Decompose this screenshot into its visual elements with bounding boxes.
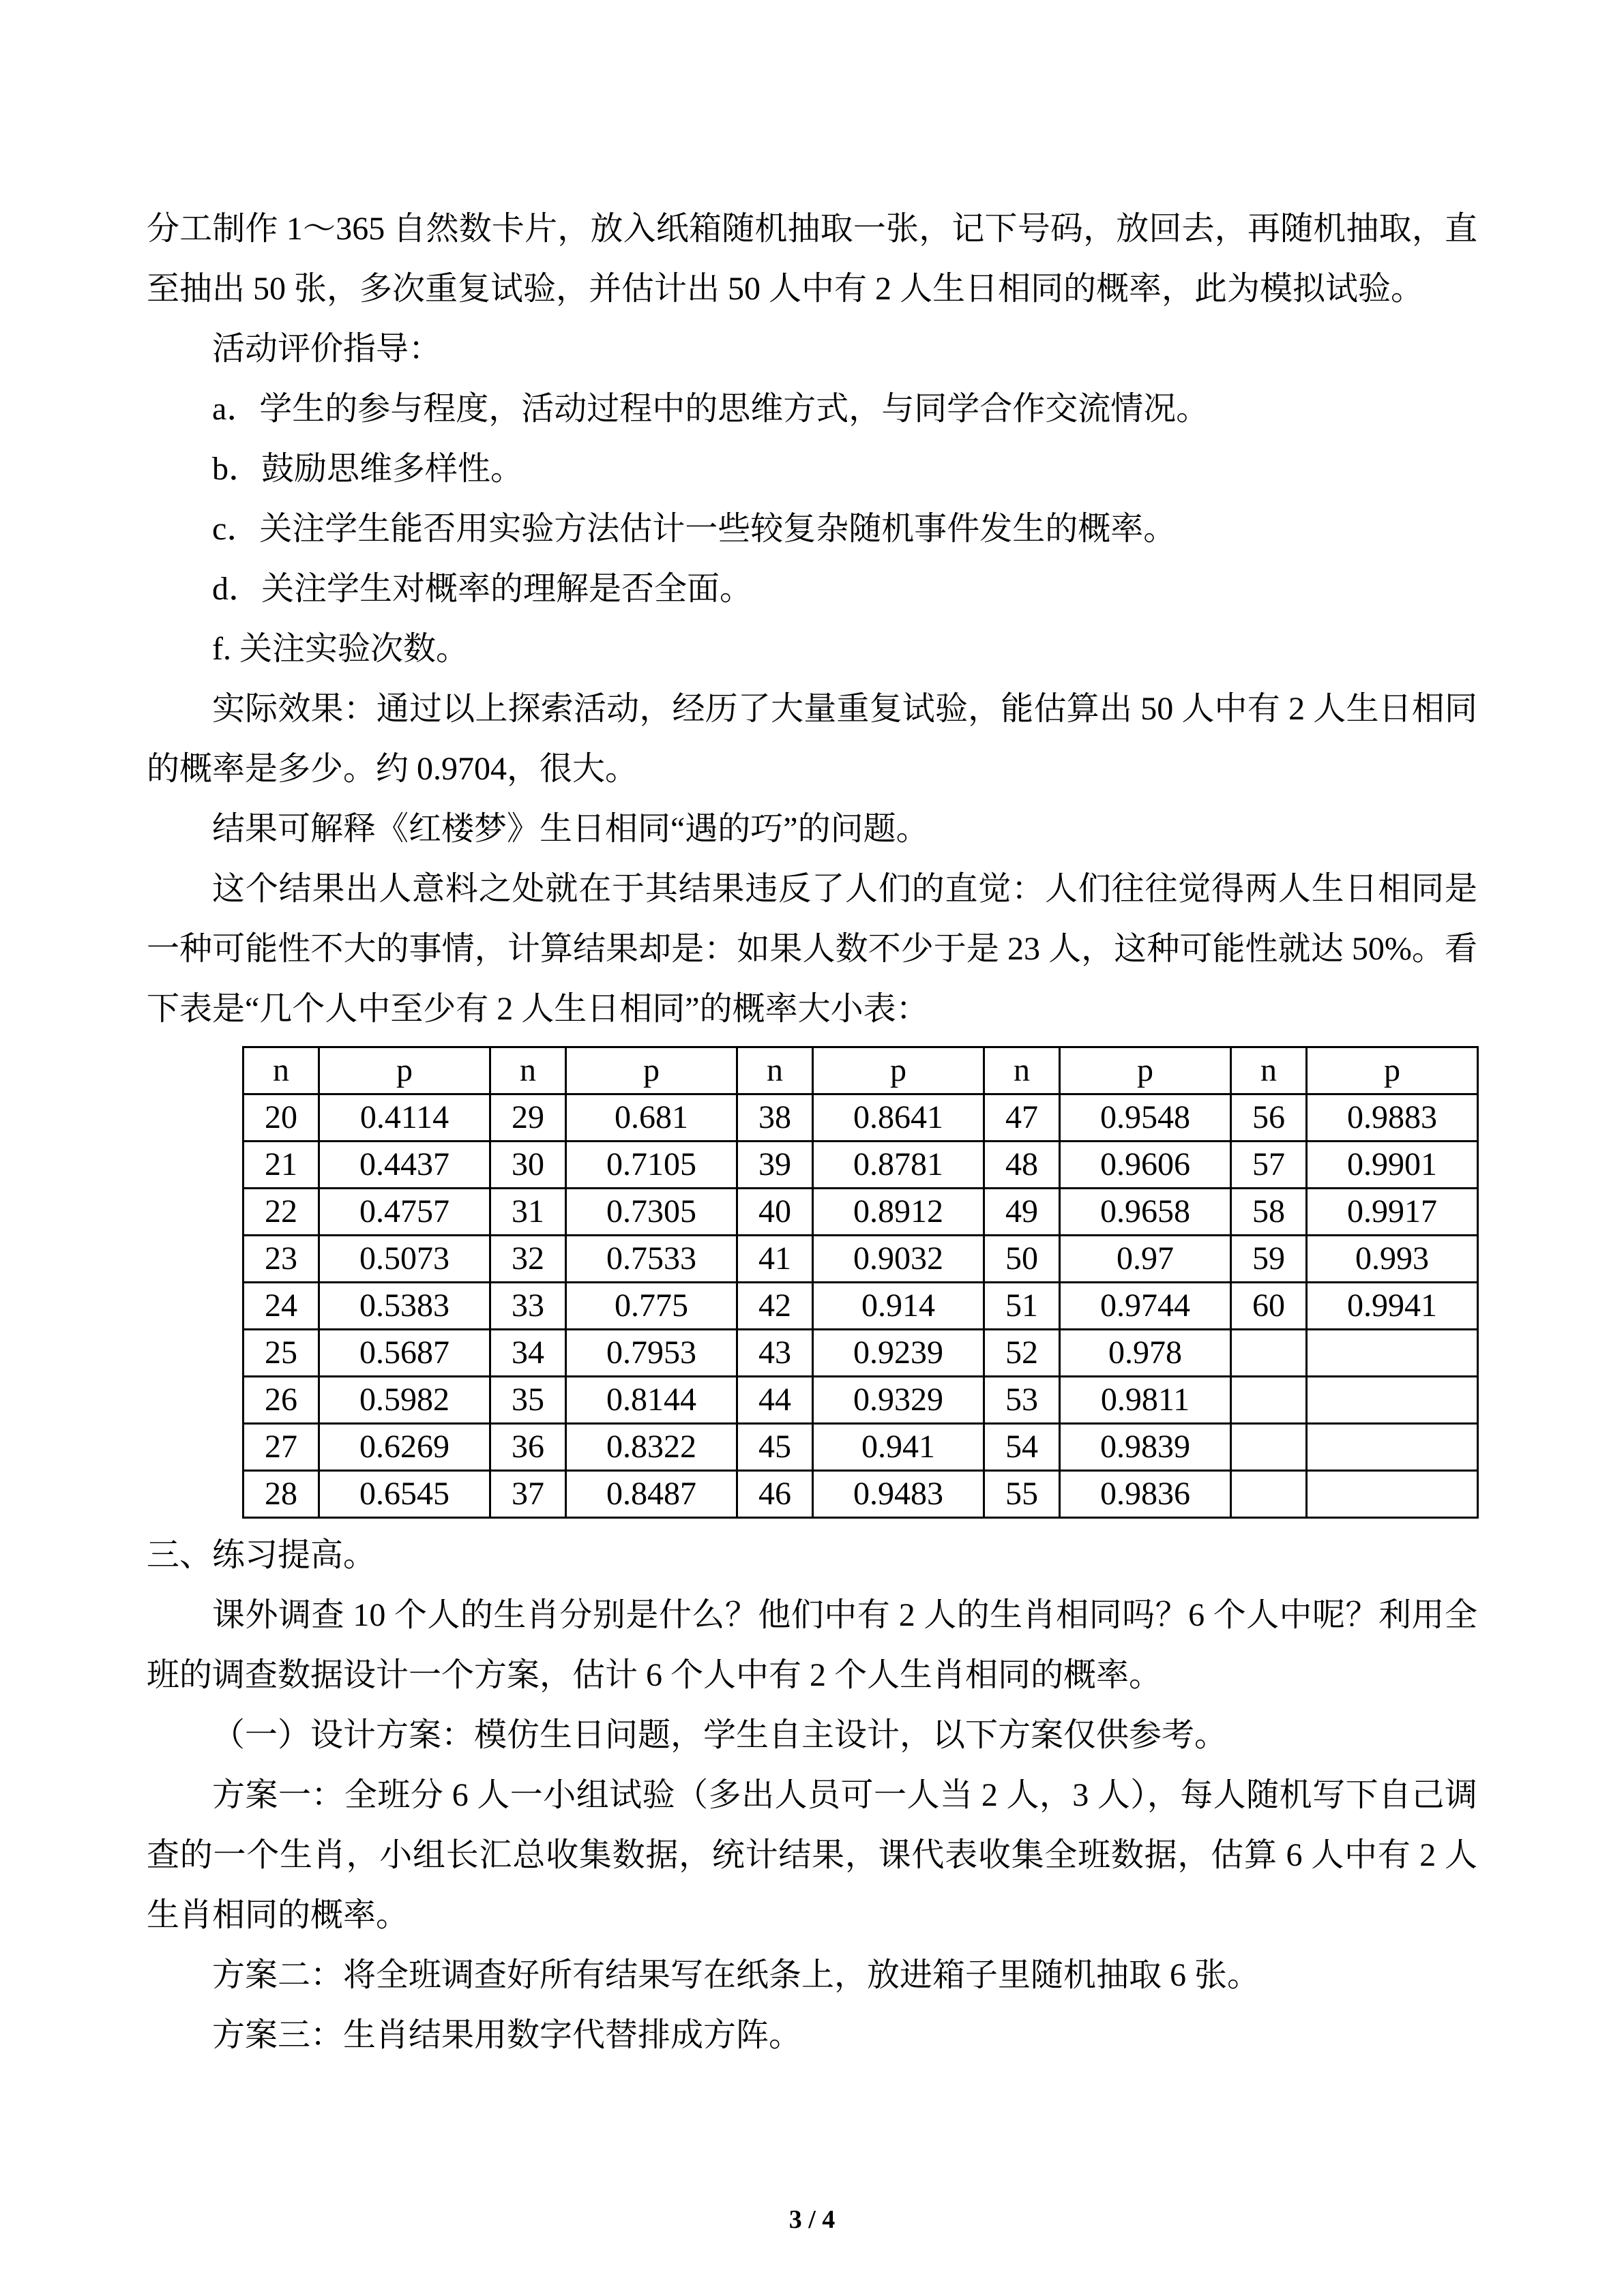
table-cell	[1231, 1424, 1307, 1471]
table-cell: 0.9606	[1060, 1142, 1231, 1189]
table-cell: 0.7953	[566, 1330, 737, 1377]
table-cell: 20	[243, 1094, 319, 1142]
table-cell: 22	[243, 1189, 319, 1236]
table-header-cell: n	[984, 1047, 1060, 1094]
table-cell: 0.7533	[566, 1236, 737, 1283]
table-cell: 43	[737, 1330, 813, 1377]
table-row	[243, 1377, 1478, 1424]
paragraph-design-plan: （一）设计方案：模仿生日问题，学生自主设计，以下方案仅供参考。	[212, 1717, 1228, 1753]
table-header-cell: n	[490, 1047, 566, 1094]
table-cell: 0.9917	[1307, 1189, 1478, 1236]
table-cell: 31	[490, 1189, 566, 1236]
table-cell: 0.9658	[1060, 1189, 1231, 1236]
table-header-cell: n	[737, 1047, 813, 1094]
table-cell: 58	[1231, 1189, 1307, 1236]
table-cell: 0.775	[566, 1283, 737, 1330]
table-row	[243, 1189, 1478, 1236]
table-cell: 0.8322	[566, 1424, 737, 1471]
table-header-cell: n	[243, 1047, 319, 1094]
table-cell: 0.8641	[813, 1094, 984, 1142]
list-item-d: d．关注学生对概率的理解是否全面。	[212, 571, 753, 607]
table-cell: 44	[737, 1377, 813, 1424]
table-cell: 50	[984, 1236, 1060, 1283]
paragraph-simulation-continuation: 分工制作 1～365 自然数卡片，放入纸箱随机抽取一张，记下号码，放回去，再随机抽取，直至抽出 50 张，多次重复试验，并估计出 50 人中有 2 人生日相同的概率，此为模拟试验。	[147, 211, 1477, 307]
table-cell: 0.7305	[566, 1189, 737, 1236]
paragraph-plan-three: 方案三：生肖结果用数字代替排成方阵。	[212, 2017, 802, 2053]
table-cell: 48	[984, 1142, 1060, 1189]
table-cell: 37	[490, 1471, 566, 1518]
table-cell: 0.9548	[1060, 1094, 1231, 1142]
table-cell: 0.9744	[1060, 1283, 1231, 1330]
table-header-cell: p	[813, 1047, 984, 1094]
table-cell: 0.9811	[1060, 1377, 1231, 1424]
table-cell: 54	[984, 1424, 1060, 1471]
table-row	[243, 1330, 1478, 1377]
table-cell: 0.914	[813, 1283, 984, 1330]
table-cell: 0.4757	[319, 1189, 490, 1236]
paragraph-plan-one: 方案一：全班分 6 人一小组试验（多出人员可一人当 2 人，3 人），每人随机写下自己调查的一个生肖，小组长汇总收集数据，统计结果，课代表收集全班数据，估算 6 人中有 2 人生肖相同的概率。	[147, 1777, 1477, 1933]
table-cell: 0.7105	[566, 1142, 737, 1189]
list-item-f: f. 关注实验次数。	[212, 631, 469, 667]
table-cell: 29	[490, 1094, 566, 1142]
list-item-b: b．鼓励思维多样性。	[212, 451, 524, 487]
table-cell: 0.681	[566, 1094, 737, 1142]
list-item-a: a．学生的参与程度，活动过程中的思维方式，与同学合作交流情况。	[212, 391, 1209, 427]
paragraph-activity-evaluation-heading: 活动评价指导：	[212, 331, 442, 367]
table-cell: 23	[243, 1236, 319, 1283]
table-cell: 32	[490, 1236, 566, 1283]
table-row	[243, 1424, 1478, 1471]
paragraph-zodiac-survey: 课外调查 10 个人的生肖分别是什么？他们中有 2 人的生肖相同吗？6 个人中呢？利用全班的调查数据设计一个方案，估计 6 个人中有 2 个人生肖相同的概率。	[147, 1597, 1477, 1693]
table-cell: 0.9901	[1307, 1142, 1478, 1189]
table-cell: 27	[243, 1424, 319, 1471]
table-cell: 0.8781	[813, 1142, 984, 1189]
table-cell: 0.9032	[813, 1236, 984, 1283]
table-cell: 38	[737, 1094, 813, 1142]
table-cell: 45	[737, 1424, 813, 1471]
table-cell: 42	[737, 1283, 813, 1330]
table-cell: 25	[243, 1330, 319, 1377]
paragraph-result-explanation: 结果可解释《红楼梦》生日相同“遇的巧”的问题。	[212, 811, 929, 847]
table-cell	[1231, 1377, 1307, 1424]
table-header-cell: p	[566, 1047, 737, 1094]
table-cell: 0.4437	[319, 1142, 490, 1189]
table-header-cell: p	[1307, 1047, 1478, 1094]
table-cell: 0.9836	[1060, 1471, 1231, 1518]
table-cell: 0.5073	[319, 1236, 490, 1283]
page-number: 3 / 4	[788, 2205, 836, 2235]
table-cell: 55	[984, 1471, 1060, 1518]
table-cell: 0.9941	[1307, 1283, 1478, 1330]
table-header-row	[243, 1047, 1478, 1094]
table-cell: 0.97	[1060, 1236, 1231, 1283]
table-cell: 53	[984, 1377, 1060, 1424]
table-cell: 60	[1231, 1283, 1307, 1330]
table-cell: 49	[984, 1189, 1060, 1236]
table-header-cell: p	[1060, 1047, 1231, 1094]
table-row	[243, 1471, 1478, 1518]
table-cell: 0.8487	[566, 1471, 737, 1518]
paragraph-actual-effect: 实际效果：通过以上探索活动，经历了大量重复试验，能估算出 50 人中有 2 人生日相同的概率是多少。约 0.9704，很大。	[147, 691, 1477, 787]
table-cell: 46	[737, 1471, 813, 1518]
table-cell: 33	[490, 1283, 566, 1330]
table-cell: 0.4114	[319, 1094, 490, 1142]
table-cell: 21	[243, 1142, 319, 1189]
table-cell	[1307, 1330, 1478, 1377]
table-cell: 47	[984, 1094, 1060, 1142]
table-cell: 0.9483	[813, 1471, 984, 1518]
table-cell: 0.993	[1307, 1236, 1478, 1283]
birthday-probability-table	[242, 1046, 1479, 1519]
table-header-cell: p	[319, 1047, 490, 1094]
table-cell: 56	[1231, 1094, 1307, 1142]
table-row	[243, 1094, 1478, 1142]
table-cell: 0.9883	[1307, 1094, 1478, 1142]
paragraph-surprising-result: 这个结果出人意料之处就在于其结果违反了人们的直觉：人们往往觉得两人生日相同是一种可能性不大的事情，计算结果却是：如果人数不少于是 23 人，这种可能性就达 50%。看下表是“几个人中至少有 2 人生日相同”的概率大小表：	[147, 871, 1477, 1027]
list-item-c: c．关注学生能否用实验方法估计一些较复杂随机事件发生的概率。	[212, 511, 1177, 547]
table-cell: 40	[737, 1189, 813, 1236]
table-cell: 0.6545	[319, 1471, 490, 1518]
table-cell: 0.9329	[813, 1377, 984, 1424]
table-cell: 24	[243, 1283, 319, 1330]
table-cell: 0.5982	[319, 1377, 490, 1424]
table-cell: 30	[490, 1142, 566, 1189]
table-cell: 28	[243, 1471, 319, 1518]
table-cell: 36	[490, 1424, 566, 1471]
table-cell	[1231, 1330, 1307, 1377]
table-cell: 26	[243, 1377, 319, 1424]
table-cell: 0.9239	[813, 1330, 984, 1377]
table-cell: 0.8912	[813, 1189, 984, 1236]
table-cell: 34	[490, 1330, 566, 1377]
table-row	[243, 1142, 1478, 1189]
table-header-cell: n	[1231, 1047, 1307, 1094]
table-cell	[1307, 1424, 1478, 1471]
table-row	[243, 1236, 1478, 1283]
table-cell: 0.6269	[319, 1424, 490, 1471]
table-row	[243, 1283, 1478, 1330]
section-heading-practice: 三、练习提高。	[147, 1537, 377, 1573]
table-cell: 52	[984, 1330, 1060, 1377]
table-cell: 57	[1231, 1142, 1307, 1189]
table-cell: 0.9839	[1060, 1424, 1231, 1471]
table-cell	[1307, 1377, 1478, 1424]
table-cell	[1307, 1471, 1478, 1518]
table-cell	[1231, 1471, 1307, 1518]
table-cell: 35	[490, 1377, 566, 1424]
table-cell: 0.978	[1060, 1330, 1231, 1377]
paragraph-plan-two: 方案二：将全班调查好所有结果写在纸条上，放进箱子里随机抽取 6 张。	[212, 1957, 1260, 1993]
table-cell: 0.8144	[566, 1377, 737, 1424]
table-cell: 0.5687	[319, 1330, 490, 1377]
table-cell: 0.5383	[319, 1283, 490, 1330]
table-cell: 0.941	[813, 1424, 984, 1471]
table-cell: 51	[984, 1283, 1060, 1330]
table-cell: 59	[1231, 1236, 1307, 1283]
table-cell: 39	[737, 1142, 813, 1189]
table-cell: 41	[737, 1236, 813, 1283]
